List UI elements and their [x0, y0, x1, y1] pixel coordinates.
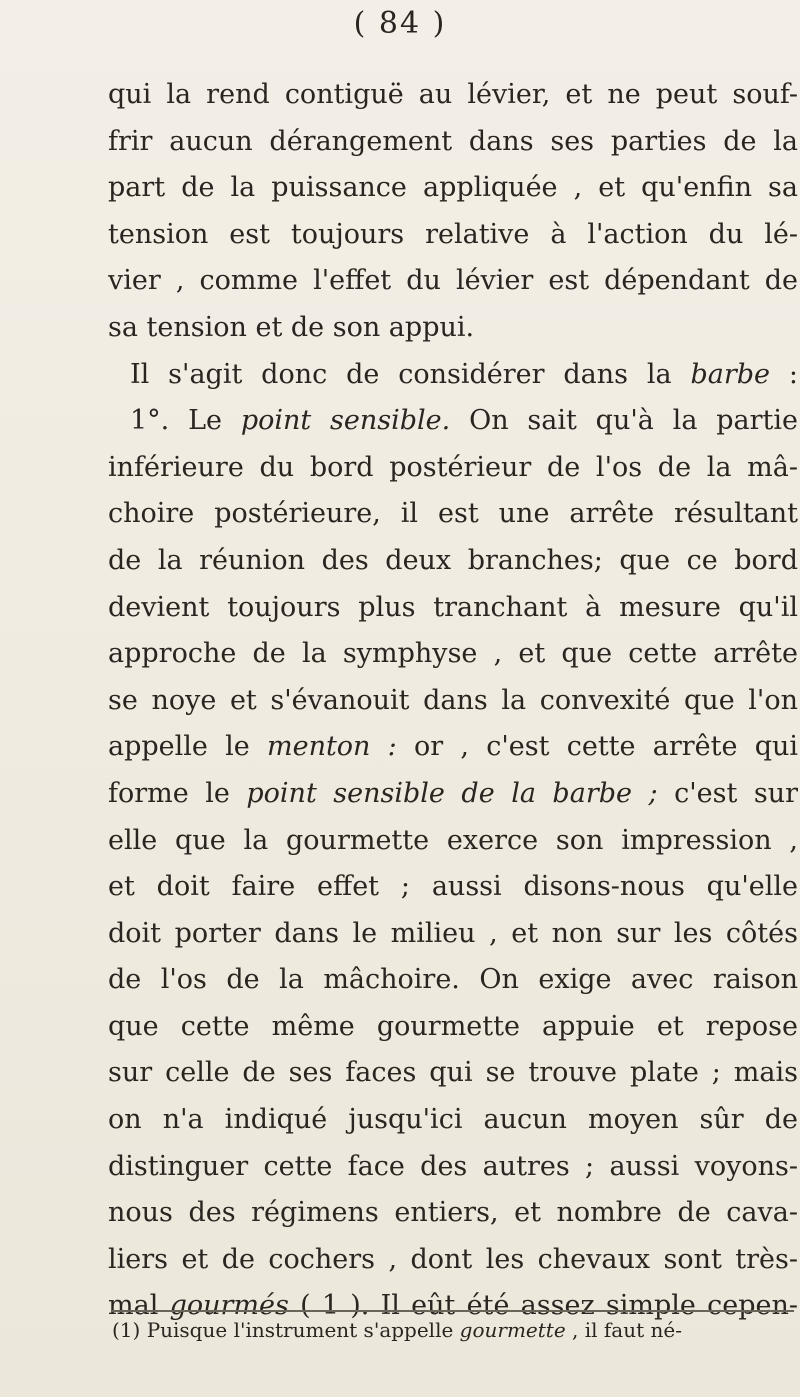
text-line	[108, 1004, 798, 1051]
italic-text: gourmés	[169, 1290, 289, 1322]
text-line	[108, 352, 798, 399]
text-run: approche de la symphyse , et que cette arrête	[108, 638, 798, 670]
text-run: nous des régimens entiers, et nombre de cava-	[108, 1197, 798, 1229]
italic-text: menton :	[266, 731, 397, 763]
text-run: part de la puissance appliquée , et qu'enfin sa	[108, 172, 798, 204]
text-run: liers et de cochers , dont les chevaux sont très-	[108, 1243, 798, 1275]
text-line	[108, 165, 798, 212]
text-run: sur celle de ses faces qui se trouve plate ; mais	[108, 1057, 798, 1089]
italic-text: barbe	[690, 358, 771, 390]
text-line	[108, 911, 798, 958]
text-run: appelle le	[108, 731, 267, 763]
text-line	[108, 864, 798, 911]
text-line	[108, 445, 798, 492]
text-run: de la réunion des deux branches; que ce bord	[108, 544, 798, 576]
text-run: 1°. Le	[130, 405, 241, 437]
text-line	[108, 585, 798, 632]
text-line	[108, 258, 798, 305]
text-run: vier , comme l'effet du lévier est dépendant de	[108, 265, 798, 297]
text-run: mal	[108, 1290, 170, 1322]
text-run: distinguer cette face des autres ; aussi voyons-	[108, 1150, 798, 1182]
text-run: que cette même gourmette appuie et repose	[108, 1010, 798, 1042]
italic-text: point sensible.	[240, 405, 451, 437]
text-run: or , c'est cette arrête qui	[396, 731, 798, 763]
text-line	[108, 1144, 798, 1191]
text-run: elle que la gourmette exerce son impression ,	[108, 824, 798, 856]
text-line	[108, 305, 798, 352]
text-run: devient toujours plus tranchant à mesure qu'il	[108, 591, 798, 623]
text-line	[108, 678, 798, 725]
text-line	[108, 72, 798, 119]
text-run: de l'os de la mâchoire. On exige avec raison	[108, 964, 798, 996]
text-run: on n'a indiqué jusqu'ici aucun moyen sûr de	[108, 1104, 798, 1136]
text-run: Il s'agit donc de considérer dans la	[130, 358, 691, 390]
text-line	[108, 1237, 798, 1284]
text-run: (1) Puisque l'instrument s'appelle	[112, 1318, 460, 1342]
text-run: frir aucun dérangement dans ses parties de la	[108, 125, 798, 157]
text-line	[108, 1190, 798, 1237]
text-line	[108, 398, 798, 445]
text-run: se noye et s'évanouit dans la convexité que l'on	[108, 684, 798, 716]
text-line	[108, 538, 798, 585]
text-run: doit porter dans le milieu , et non sur les côtés	[108, 917, 798, 949]
footnote	[112, 1318, 800, 1342]
text-line	[108, 1050, 798, 1097]
text-run: inférieure du bord postérieur de l'os de la mâ-	[108, 451, 798, 483]
text-run: On sait qu'à la partie	[450, 405, 798, 437]
text-line	[108, 724, 798, 771]
text-line	[108, 631, 798, 678]
text-line	[108, 771, 798, 818]
text-line	[108, 818, 798, 865]
italic-text: gourmette	[459, 1318, 566, 1342]
text-line	[108, 491, 798, 538]
text-run: forme le	[108, 777, 247, 809]
text-line	[108, 212, 798, 259]
text-run: :	[770, 358, 798, 390]
text-line	[108, 1097, 798, 1144]
text-run: tension est toujours relative à l'action du lé-	[108, 218, 798, 250]
page-number: ( 84 )	[353, 6, 447, 41]
text-run: , il faut né-	[565, 1318, 682, 1342]
body-text	[108, 72, 798, 1330]
text-run: choire postérieure, il est une arrête résultant	[108, 498, 798, 530]
text-line	[108, 119, 798, 166]
text-run: et doit faire effet ; aussi disons-nous qu'elle	[108, 871, 798, 903]
footnote-rule	[112, 1310, 794, 1312]
text-run: qui la rend contiguë au lévier, et ne peut souf-	[108, 79, 798, 110]
text-run: c'est sur	[657, 777, 798, 809]
italic-text: point sensible de la barbe ;	[246, 777, 658, 809]
text-line	[108, 957, 798, 1004]
text-run: sa tension et de son appui.	[108, 311, 475, 343]
text-run: ( 1 ). Il eût été assez simple cepen-	[288, 1290, 798, 1322]
